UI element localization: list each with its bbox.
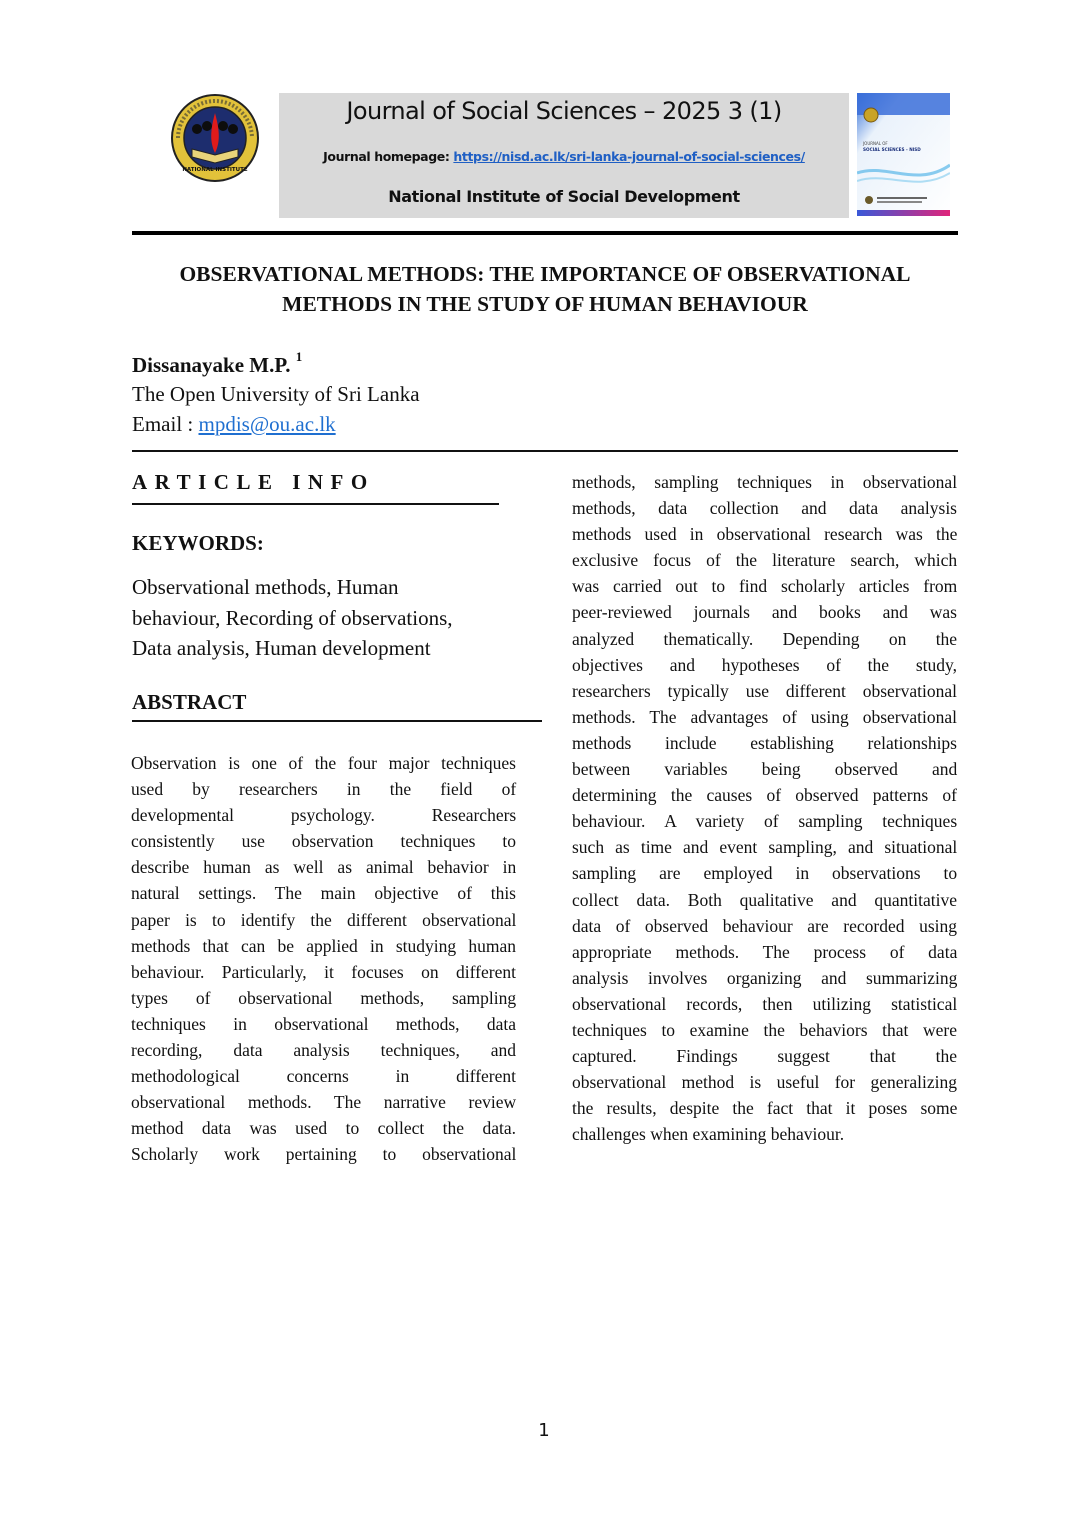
paper-title-line-1: OBSERVATIONAL METHODS: THE IMPORTANCE OF OBSERVATIONAL (179, 262, 911, 286)
svg-text:JOURNAL OF: JOURNAL OF (863, 141, 888, 146)
abstract-line: researchers typically use different observational (572, 680, 957, 701)
abstract-left-column (131, 750, 516, 1168)
institute-name: National Institute of Social Development (388, 187, 740, 206)
abstract-line: objectives and hypotheses of the study, (572, 654, 957, 675)
abstract-line: developmental psychology. Researchers (131, 805, 517, 826)
abstract-line: Observation is one of the four major techniques (131, 753, 516, 773)
svg-text:SOCIAL SCIENCES - NISD: SOCIAL SCIENCES - NISD (863, 147, 921, 152)
homepage-link[interactable]: https://nisd.ac.lk/sri-lanka-journal-of-social-sciences/ (453, 149, 805, 164)
keywords-line: Observational methods, Human (132, 575, 399, 599)
journal-cover-icon (857, 93, 950, 216)
author-affiliation: The Open University of Sri Lanka (132, 382, 420, 406)
abstract-line: such as time and event sampling, and situational (572, 837, 958, 858)
abstract-line: techniques in observational methods, data (131, 1013, 517, 1034)
abstract-line: observational methods. The narrative review (131, 1092, 517, 1113)
abstract-line: techniques to examine the behaviors that were (572, 1019, 957, 1040)
abstract-right-column (572, 469, 957, 1147)
author-affiliation-marker: 1 (295, 349, 303, 364)
abstract-line: behaviour. A variety of sampling techniques (572, 811, 958, 832)
abstract-line: sampling are employed in observations to (572, 863, 958, 884)
article-info-divider (132, 503, 499, 505)
abstract-line: describe human as well as animal behavior in (131, 857, 517, 878)
abstract-line: methods. The advantages of using observational (572, 706, 957, 727)
nisd-emblem-logo (170, 93, 260, 183)
abstract-line: observational method is useful for generalizing (572, 1072, 957, 1093)
abstract-line: types of observational methods, sampling (131, 987, 517, 1008)
article-info-heading: ARTICLE INFO (132, 470, 375, 494)
abstract-line: paper is to identify the different observational (131, 909, 517, 930)
abstract-line: natural settings. The main objective of this (131, 883, 516, 904)
abstract-line: recording, data analysis techniques, and (131, 1040, 516, 1061)
abstract-line: the results, despite the fact that it poses some (572, 1098, 958, 1119)
page-number: 1 (538, 1420, 550, 1441)
abstract-line: data of observed behaviour are recorded using (572, 915, 957, 936)
abstract-line: peer-reviewed journals and books and was (572, 602, 957, 623)
abstract-line: challenges when examining behaviour. (572, 1124, 845, 1145)
journal-header-banner (279, 93, 849, 218)
keywords-line: behaviour, Recording of observations, (132, 605, 453, 630)
abstract-line: collect data. Both qualitative and quantitative (572, 889, 957, 910)
abstract-line: consistently use observation techniques to (131, 831, 516, 852)
abstract-line: exclusive focus of the literature search, which (572, 550, 958, 571)
journal-homepage-line (279, 149, 849, 164)
homepage-label: Journal homepage: (323, 149, 454, 164)
abstract-line: Scholarly work pertaining to observational (131, 1144, 517, 1165)
abstract-heading: ABSTRACT (132, 690, 247, 714)
abstract-line: methods, sampling techniques in observational (572, 472, 958, 492)
abstract-line: appropriate methods. The process of data (572, 941, 958, 962)
logo-emblem-icon (170, 93, 260, 183)
abstract-line: observational records, then utilizing statistical (572, 993, 958, 1014)
abstract-line: determining the causes of observed patterns of (572, 785, 957, 806)
journal-title: Journal of Social Sciences – 2025 3 (1) (346, 97, 782, 125)
abstract-line: methods include establishing relationships (572, 732, 957, 753)
abstract-line: between variables being observed and (572, 759, 958, 780)
author-name-text: Dissanayake M.P. (132, 353, 291, 377)
abstract-line: captured. Findings suggest that the (572, 1046, 957, 1067)
author-email-line (132, 412, 336, 437)
abstract-divider (132, 720, 542, 722)
journal-cover-thumbnail (857, 93, 950, 216)
abstract-line: methodological concerns in different (131, 1066, 516, 1087)
abstract-line: methods that can be applied in studying human (131, 935, 517, 956)
abstract-line: used by researchers in the field of (131, 779, 517, 800)
author-divider (132, 450, 958, 452)
abstract-line: analyzed thematically. Depending on the (572, 628, 958, 649)
keywords-line: Data analysis, Human development (132, 636, 431, 660)
keywords-list (132, 572, 512, 664)
paper-title-line-2: METHODS IN THE STUDY OF HUMAN BEHAVIOUR (282, 292, 808, 316)
abstract-line: behaviour. Particularly, it focuses on different (131, 961, 516, 982)
paper-title (130, 259, 960, 319)
email-label: Email : (132, 412, 199, 436)
header-divider (132, 231, 958, 235)
email-link[interactable]: mpdis@ou.ac.lk (198, 412, 336, 436)
abstract-line: methods used in observational research was the (572, 524, 958, 545)
keywords-heading: KEYWORDS: (132, 531, 264, 555)
abstract-line: method data was used to collect the data. (131, 1118, 516, 1139)
author-name (132, 349, 303, 378)
svg-text:NATIONAL INSTITUTE: NATIONAL INSTITUTE (182, 167, 248, 173)
abstract-line: analysis involves organizing and summarizing (572, 967, 958, 988)
abstract-line: methods, data collection and data analysis (572, 498, 957, 519)
abstract-line: was carried out to find scholarly articles from (572, 576, 958, 597)
